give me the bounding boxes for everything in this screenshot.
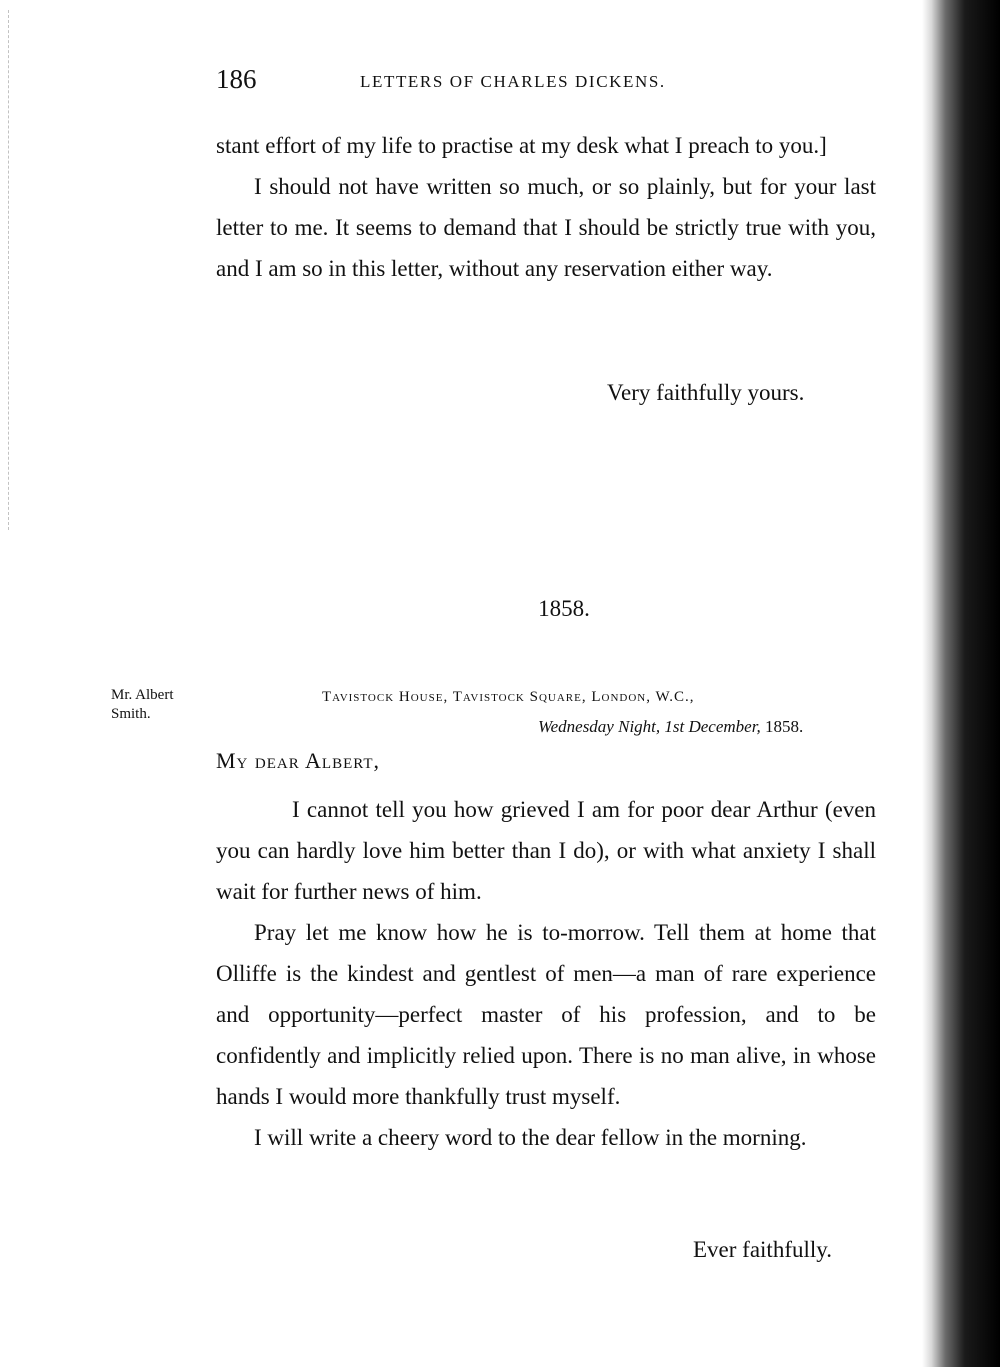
page-header (216, 64, 876, 96)
book-spine-shadow (922, 0, 1000, 1367)
letter-one-paragraph: I should not have written so much, or so plainly, but for your last letter to me. It seems to demand that I should be strictly true with you, and I am so in this letter, without any reservation either way. (216, 174, 876, 281)
dateline-day: Wednesday Night, 1st December, (538, 717, 761, 736)
letter-dateline (538, 717, 803, 737)
letter-one-body (216, 125, 876, 289)
year-heading: 1858. (538, 596, 590, 621)
recipient-side-note: Mr. Albert Smith. (111, 687, 174, 722)
letter-two-body (216, 789, 876, 1158)
letter-two-paragraph: I will write a cheery word to the dear fellow in the morning. (254, 1125, 807, 1150)
letter-two-paragraph: I cannot tell you how grieved I am for poor dear Arthur (even you can hardly love him better than I do), or with what anxiety I shall wait for further news of him. (216, 797, 876, 904)
letter-two-paragraph: Pray let me know how he is to-morrow. Tell them at home that Olliffe is the kindest and gentlest of men—a man of rare experience and opportunity—perfect master of his profession, and to be confidently and implicitly relied upon. There is no man alive, in whose hands I would more thankfully trust myself. (216, 920, 876, 1109)
dateline-year: 1858. (760, 717, 804, 736)
running-title: LETTERS OF CHARLES DICKENS. (360, 72, 666, 91)
letter-two-closing: Ever faithfully. (693, 1237, 833, 1262)
letter-one-paragraph: stant effort of my life to practise at my desk what I preach to you.] (216, 133, 827, 158)
letter-one-closing: Very faithfully yours. (607, 380, 805, 405)
letter-salutation: My dear Albert, (216, 748, 380, 773)
letter-address: Tavistock House, Tavistock Square, London, W.C., (322, 689, 695, 705)
page-number: 186 (216, 64, 257, 94)
scan-edge-marks (8, 10, 15, 530)
